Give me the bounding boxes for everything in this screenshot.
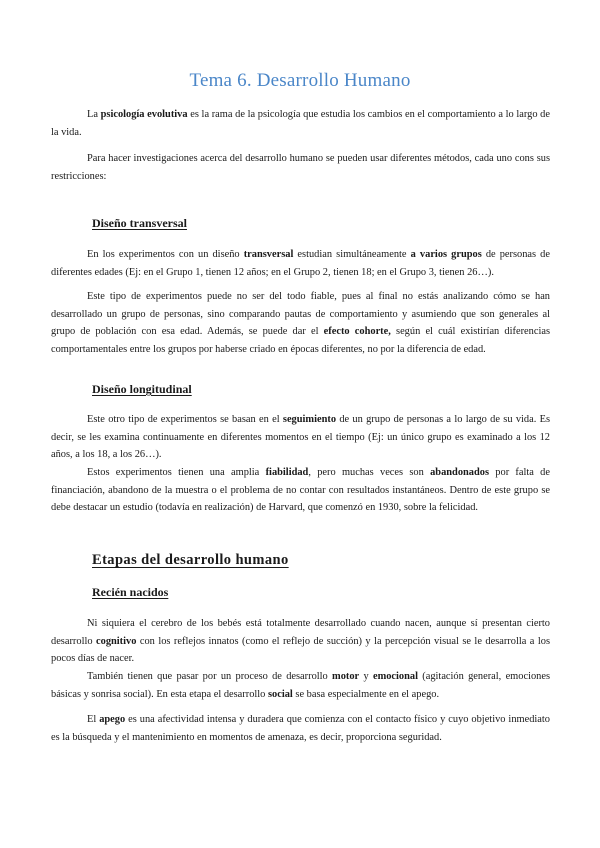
- term-cognitivo: cognitivo: [96, 635, 137, 647]
- heading-diseno-longitudinal: Diseño longitudinal: [92, 382, 192, 396]
- heading-etapas-desarrollo: Etapas del desarrollo humano: [92, 552, 289, 568]
- recien-paragraph-3: El apego es una afectividad intensa y duradera que comienza con el contacto físico y cuyo objetivo inmediato es la búsqueda y el mantenimiento en momentos de amenaza, es decir, proporciona seguridad.: [51, 714, 550, 743]
- intro-paragraph-1: La psicología evolutiva es la rama de la psicología que estudia los cambios en el comportamiento a lo largo de la vida.: [51, 109, 550, 138]
- term-abandonados: abandonados: [430, 467, 490, 478]
- recien-paragraph-2: También tienen que pasar por un proceso de desarrollo motor y emocional (agitación general, emociones básicas y sonrisa social). En esta etapa el desarrollo social se basa especialmente en el apego.: [51, 671, 551, 700]
- longitudinal-paragraph-1: Este otro tipo de experimentos se basan en el seguimiento de un grupo de personas a lo largo de su vida. Es decir, se les examina continuamente en diferentes momentos en el tiempo (Ej: un único grupo es examinado a los 12 años, a los 18, a los 26…).: [51, 414, 550, 460]
- heading-diseno-transversal: Diseño transversal: [92, 216, 187, 230]
- term-seguimiento: seguimiento: [282, 414, 337, 425]
- transversal-paragraph-1: En los experimentos con un diseño transversal estudian simultáneamente a varios grupos de personas de diferentes edades (Ej: en el Grupo 1, tienen 12 años; en el Grupo 2, tienen 18; en el Grupo 3, tienen 26…).: [51, 249, 550, 278]
- term-varios-grupos: a varios grupos: [410, 249, 482, 260]
- term-efecto-cohorte: efecto cohorte,: [323, 326, 391, 337]
- term-transversal: transversal: [243, 249, 294, 260]
- transversal-paragraph-2: Este tipo de experimentos puede no ser del todo fiable, pues al final no estás analizando cómo se han desarrollado un grupo de personas, sino comparando pautas de comportamiento y asumiendo que son generales al grupo de población con esa edad. Además, se puede dar el efecto cohorte, según el cuál existirían diferencias comportamentales entre los grupos por haberse criado en épocas diferentes, no por la diferencia de edad.: [51, 291, 550, 355]
- term-emocional: emocional: [372, 671, 418, 682]
- term-apego: apego: [99, 714, 126, 725]
- heading-recien-nacidos: Recién nacidos: [92, 585, 169, 599]
- longitudinal-paragraph-2: Estos experimentos tienen una amplia fiabilidad, pero muchas veces son abandonados por falta de financiación, abandono de la muestra o el problema de no contar con resultados instantáneos. Dentro de este grupo se debe destacar un estudio (todavía en realización) de Harvard, que comenzó en 1930, sobre la felicidad.: [51, 467, 550, 513]
- page-title: Tema 6. Desarrollo Humano: [189, 70, 411, 91]
- term-social: social: [267, 688, 293, 700]
- term-fiabilidad: fiabilidad: [265, 467, 309, 478]
- term-motor: motor: [332, 671, 360, 682]
- term-psicologia-evolutiva: psicología evolutiva: [100, 109, 188, 120]
- intro-paragraph-2: Para hacer investigaciones acerca del desarrollo humano se pueden usar diferentes métodos, cada uno cons sus restricciones:: [51, 153, 550, 182]
- recien-paragraph-1: Ni siquiera el cerebro de los bebés está totalmente desarrollado cuando nacen, aunque sí presentan cierto desarrollo cognitivo con los reflejos innatos (como el reflejo de succión) y la percepción visual se le desarrolla a los pocos días de nacer.: [51, 618, 550, 664]
